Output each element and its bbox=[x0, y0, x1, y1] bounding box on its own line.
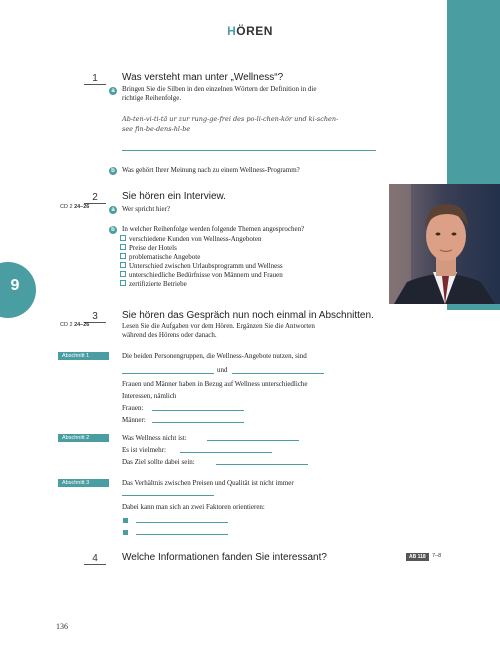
task-3-intro: Sie hören das Gespräch nun noch einmal in Abschnitten. bbox=[122, 310, 374, 321]
section-1-line-4: Interessen, nämlich bbox=[122, 392, 177, 400]
blank-line[interactable] bbox=[136, 534, 228, 535]
section-label-3: Abschnitt 3 bbox=[58, 479, 109, 487]
letter-badge-a: a bbox=[109, 87, 117, 95]
cd-reference: CD 2 24–26 bbox=[60, 204, 90, 210]
workbook-reference-badge: AB 118 bbox=[406, 553, 429, 561]
letter-badge-a: a bbox=[109, 206, 117, 214]
section-label-2: Abschnitt 2 bbox=[58, 434, 109, 442]
section-1-und: und bbox=[217, 366, 228, 374]
bullet-square bbox=[123, 530, 128, 535]
topic-item[interactable]: zertifizierte Betriebe bbox=[120, 280, 283, 289]
cd-reference: CD 2 24–26 bbox=[60, 322, 90, 328]
interviewee-photo bbox=[389, 184, 500, 304]
answer-line bbox=[122, 150, 376, 151]
task-number-1: 1 bbox=[84, 73, 106, 85]
section-1-line-3: Frauen und Männer haben in Bezug auf Wellness unterschiedliche bbox=[122, 380, 308, 388]
checkbox[interactable] bbox=[120, 271, 126, 277]
handwritten-answer-line-1: Ab-ten-vi-ti-tä ur zur rung-ge-frei des po-li-chen-kör und ki-schen- bbox=[122, 115, 339, 123]
checkbox[interactable] bbox=[120, 235, 126, 241]
task-number-4: 4 bbox=[84, 553, 106, 565]
task-2a-question: Wer spricht hier? bbox=[122, 205, 171, 213]
checkbox[interactable] bbox=[120, 244, 126, 250]
interviewee-illustration bbox=[389, 184, 500, 304]
task-number-3: 3 bbox=[84, 311, 106, 323]
workbook-reference-pages: 7–8 bbox=[432, 553, 442, 559]
blank-line[interactable] bbox=[216, 464, 308, 465]
blank-line[interactable] bbox=[180, 452, 272, 453]
section-2-line-1: Was Wellness nicht ist: bbox=[122, 434, 187, 442]
checkbox[interactable] bbox=[120, 280, 126, 286]
task-3-instruction-line-1: Lesen Sie die Aufgaben vor dem Hören. Ergänzen Sie die Antworten bbox=[122, 322, 315, 330]
blank-line[interactable] bbox=[207, 440, 299, 441]
task-2-intro: Sie hören ein Interview. bbox=[122, 191, 226, 202]
section-2-line-3: Das Ziel sollte dabei sein: bbox=[122, 458, 195, 466]
checkbox[interactable] bbox=[120, 253, 126, 259]
handwritten-answer-line-2: see fin-be-dens-hl-be bbox=[122, 125, 191, 133]
section-1-maenner-label: Männer: bbox=[122, 416, 146, 424]
topic-item[interactable]: problematische Angebote bbox=[120, 253, 283, 262]
bullet-square bbox=[123, 518, 128, 523]
chapter-number: 9 bbox=[10, 277, 20, 294]
page-number: 136 bbox=[56, 622, 68, 631]
section-3-line-1: Das Verhältnis zwischen Preisen und Qualität ist nicht immer bbox=[122, 479, 294, 487]
topic-item[interactable]: verschiedene Kunden von Wellness-Angeboten bbox=[120, 235, 283, 244]
page-title: HÖREN bbox=[227, 24, 273, 38]
letter-badge-b: b bbox=[109, 226, 117, 234]
blank-line[interactable] bbox=[122, 495, 214, 496]
task-1-question: Was versteht man unter „Wellness“? bbox=[122, 72, 284, 83]
section-3-line-2: Dabei kann man sich an zwei Faktoren orientieren: bbox=[122, 503, 265, 511]
topic-item[interactable]: Unterschied zwischen Urlaubsprogramm und Wellness bbox=[120, 262, 283, 271]
topic-item[interactable]: Preise der Hotels bbox=[120, 244, 283, 253]
checkbox[interactable] bbox=[120, 262, 126, 268]
task-1a-instruction-line-1: Bringen Sie die Silben in den einzelnen Wörtern der Definition in die bbox=[122, 85, 317, 93]
task-4-question: Welche Informationen fanden Sie interessant? bbox=[122, 552, 327, 563]
task-3-instruction-line-2: während des Hörens oder danach. bbox=[122, 331, 217, 339]
section-2-line-2: Es ist vielmehr: bbox=[122, 446, 166, 454]
blank-line[interactable] bbox=[136, 522, 228, 523]
section-1-line-1: Die beiden Personengruppen, die Wellness-Angebote nutzen, sind bbox=[122, 352, 307, 360]
task-2b-question: In welcher Reihenfolge werden folgende Themen angesprochen? bbox=[122, 225, 305, 233]
section-1-frauen-label: Frauen: bbox=[122, 404, 144, 412]
section-label-1: Abschnitt 1 bbox=[58, 352, 109, 360]
blank-line[interactable] bbox=[232, 373, 324, 374]
task-number-2: 2 bbox=[84, 192, 106, 204]
task-1a-instruction-line-2: richtige Reihenfolge. bbox=[122, 94, 182, 102]
topic-checklist bbox=[120, 235, 283, 289]
topic-item[interactable]: unterschiedliche Bedürfnisse von Männern und Frauen bbox=[120, 271, 283, 280]
blank-line[interactable] bbox=[152, 422, 244, 423]
blank-line[interactable] bbox=[122, 373, 214, 374]
task-1b-question: Was gehört Ihrer Meinung nach zu einem Wellness-Programm? bbox=[122, 166, 300, 174]
blank-line[interactable] bbox=[152, 410, 244, 411]
letter-badge-b: b bbox=[109, 167, 117, 175]
